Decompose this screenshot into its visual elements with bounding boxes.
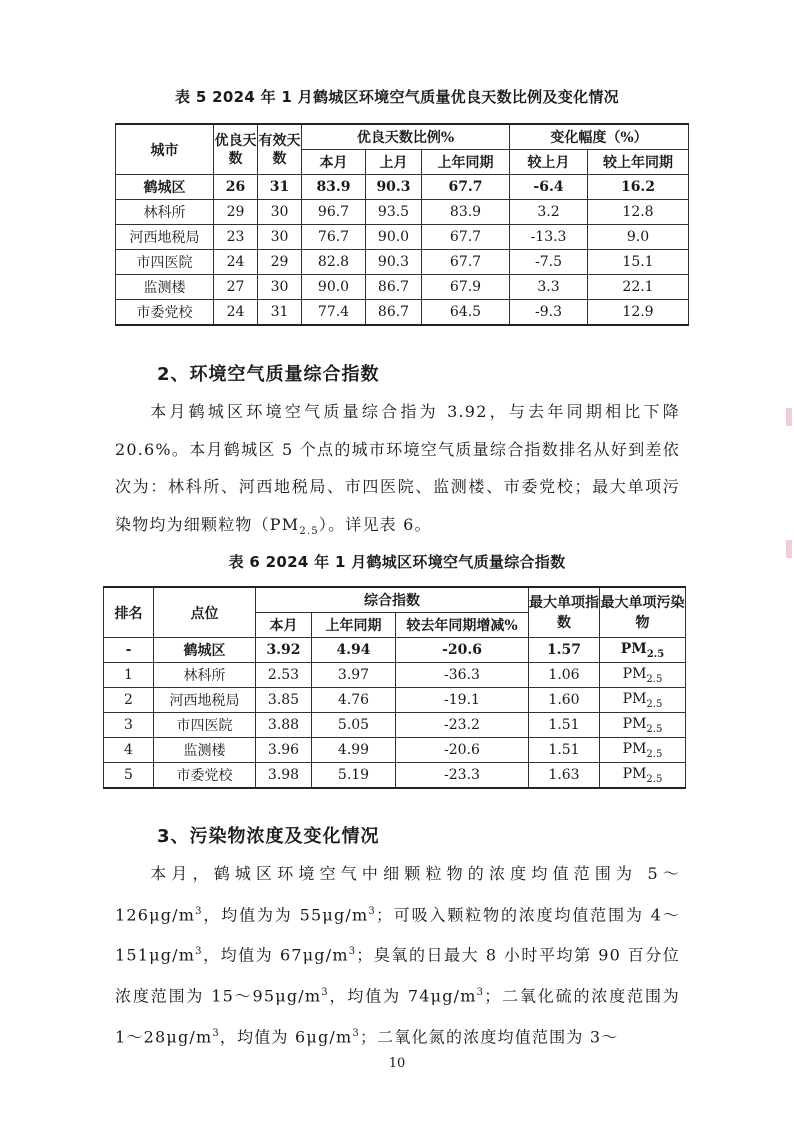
cell-chg: -23.3 bbox=[396, 763, 529, 789]
table-row bbox=[104, 663, 686, 688]
cell-d-prev: -7.5 bbox=[510, 250, 588, 275]
cell-cur: 3.88 bbox=[256, 713, 312, 738]
cell-d-prev: -13.3 bbox=[510, 225, 588, 250]
cell-site: 河西地税局 bbox=[154, 688, 256, 713]
table-row bbox=[104, 763, 686, 789]
cell-yoy: 67.7 bbox=[422, 250, 510, 275]
cell-max: 1.06 bbox=[529, 663, 600, 688]
cell-yoy: 67.7 bbox=[422, 175, 510, 200]
table-row bbox=[104, 713, 686, 738]
header-vs-last-month: 较上月 bbox=[510, 150, 588, 175]
cell-city: 市委党校 bbox=[116, 300, 214, 326]
cell-pollutant: $PM_{2.5}$ bbox=[600, 688, 686, 713]
cell-prev: 90.3 bbox=[366, 175, 422, 200]
cell-d-yoy: 12.8 bbox=[588, 200, 689, 225]
cell-max: 1.63 bbox=[529, 763, 600, 789]
header-max-pollutant: 最大单项污染物 bbox=[600, 587, 686, 638]
cell-max: 1.60 bbox=[529, 688, 600, 713]
cell-prev: 86.7 bbox=[366, 300, 422, 326]
cell-pollutant: $PM_{2.5}$ bbox=[600, 738, 686, 763]
cell-cur: 82.8 bbox=[302, 250, 366, 275]
pm25-subscript: 2.5 bbox=[299, 525, 319, 537]
cell-valid: 31 bbox=[258, 175, 302, 200]
cell-good: 29 bbox=[214, 200, 258, 225]
cell-chg: -36.3 bbox=[396, 663, 529, 688]
header-vs-last-year: 较上年同期 bbox=[588, 150, 689, 175]
table5-caption: 表 5 2024 年 1 月鹤城区环境空气质量优良天数比例及变化情况 bbox=[175, 88, 619, 106]
table-row bbox=[104, 688, 686, 713]
cell-rank: 1 bbox=[104, 663, 154, 688]
cell-site: 鹤城区 bbox=[154, 638, 256, 663]
cell-pollutant: $PM_{2.5}$ bbox=[600, 638, 686, 663]
cell-d-prev: -9.3 bbox=[510, 300, 588, 326]
cell-prev: 86.7 bbox=[366, 275, 422, 300]
section2-text-end: ）。详见表 6。 bbox=[318, 514, 432, 534]
cell-yoy: 3.97 bbox=[312, 663, 396, 688]
header-ratio-group: 优良天数比例% bbox=[302, 124, 510, 150]
section3-paragraph: 本月，鹤城区环境空气中细颗粒物的浓度均值范围为 $5\sim 126\mu g/m^3$，均值为为 $55\mu g/m^3$；可吸入颗粒物的浓度均值范围为 $4\sim 151\mu g/m^3$，均值为 $67\mu g/m^3$；臭氧的日最大 8 小时平均第 90 百分位浓度范围为 $15\sim 95\mu g/m^3$，均值为 $74\mu g/m^3$；二氧化硫的浓度范围为 $1\sim 28\mu g/m^3$，均值为 $6\mu g/m^3$；二氧化氮的浓度均值范围为 3～ bbox=[115, 864, 681, 1047]
table6-caption: 表 6 2024 年 1 月鹤城区环境空气质量综合指数 bbox=[228, 553, 566, 571]
header-this-month: 本月 bbox=[256, 613, 312, 638]
header-max-index: 最大单项指数 bbox=[529, 587, 600, 638]
cell-d-prev: 3.2 bbox=[510, 200, 588, 225]
cell-yoy: 4.94 bbox=[312, 638, 396, 663]
cell-d-yoy: 22.1 bbox=[588, 275, 689, 300]
cell-yoy: 67.7 bbox=[422, 225, 510, 250]
header-rank: 排名 bbox=[104, 587, 154, 638]
cell-good: 24 bbox=[214, 250, 258, 275]
table-row bbox=[116, 250, 689, 275]
cell-rank: - bbox=[104, 638, 154, 663]
cell-city: 河西地税局 bbox=[116, 225, 214, 250]
cell-city: 林科所 bbox=[116, 200, 214, 225]
cell-yoy: 4.99 bbox=[312, 738, 396, 763]
table-row bbox=[116, 200, 689, 225]
cell-cur: 3.98 bbox=[256, 763, 312, 789]
cell-yoy: 83.9 bbox=[422, 200, 510, 225]
cell-cur: 3.85 bbox=[256, 688, 312, 713]
cell-city: 鹤城区 bbox=[116, 175, 214, 200]
cell-d-prev: -6.4 bbox=[510, 175, 588, 200]
cell-good: 23 bbox=[214, 225, 258, 250]
cell-prev: 93.5 bbox=[366, 200, 422, 225]
header-site: 点位 bbox=[154, 587, 256, 638]
binding-mark bbox=[786, 408, 792, 426]
cell-site: 林科所 bbox=[154, 663, 256, 688]
cell-good: 24 bbox=[214, 300, 258, 326]
cell-pollutant: $PM_{2.5}$ bbox=[600, 663, 686, 688]
cell-pollutant: $PM_{2.5}$ bbox=[600, 763, 686, 789]
cell-prev: 90.0 bbox=[366, 225, 422, 250]
cell-good: 26 bbox=[214, 175, 258, 200]
section2-heading: 2、环境空气质量综合指数 bbox=[157, 364, 380, 385]
cell-cur: 3.92 bbox=[256, 638, 312, 663]
cell-city: 监测楼 bbox=[116, 275, 214, 300]
header-last-month: 上月 bbox=[366, 150, 422, 175]
binding-mark bbox=[786, 540, 792, 558]
page-number: 10 bbox=[388, 1056, 406, 1071]
cell-d-yoy: 12.9 bbox=[588, 300, 689, 326]
cell-cur: 2.53 bbox=[256, 663, 312, 688]
cell-d-yoy: 16.2 bbox=[588, 175, 689, 200]
section2-text: 本月鹤城区环境空气质量综合指为 3.92，与去年同期相比下降 20.6%。本月鹤城区 5 个点的城市环境空气质量综合指数排名从好到差依次为：林科所、河西地税局、市四医院、监测楼、市委党校；最大单项污染物均为细颗粒物（PM bbox=[115, 402, 680, 534]
cell-site: 市四医院 bbox=[154, 713, 256, 738]
cell-d-prev: 3.3 bbox=[510, 275, 588, 300]
table-row bbox=[116, 275, 689, 300]
cell-city: 市四医院 bbox=[116, 250, 214, 275]
header-valid-days: 有效天数 bbox=[258, 124, 302, 175]
section2-paragraph bbox=[115, 393, 680, 550]
cell-rank: 2 bbox=[104, 688, 154, 713]
cell-site: 市委党校 bbox=[154, 763, 256, 789]
header-change-group: 变化幅度（%） bbox=[510, 124, 689, 150]
cell-cur: 83.9 bbox=[302, 175, 366, 200]
cell-valid: 31 bbox=[258, 300, 302, 326]
cell-yoy: 64.5 bbox=[422, 300, 510, 326]
cell-valid: 30 bbox=[258, 275, 302, 300]
cell-cur: 96.7 bbox=[302, 200, 366, 225]
cell-chg: -20.6 bbox=[396, 638, 529, 663]
cell-d-yoy: 15.1 bbox=[588, 250, 689, 275]
cell-d-yoy: 9.0 bbox=[588, 225, 689, 250]
cell-yoy: 5.19 bbox=[312, 763, 396, 789]
cell-good: 27 bbox=[214, 275, 258, 300]
header-change: 较去年同期增减% bbox=[396, 613, 529, 638]
cell-cur: 77.4 bbox=[302, 300, 366, 326]
cell-chg: -20.6 bbox=[396, 738, 529, 763]
cell-chg: -23.2 bbox=[396, 713, 529, 738]
cell-chg: -19.1 bbox=[396, 688, 529, 713]
cell-rank: 3 bbox=[104, 713, 154, 738]
cell-valid: 30 bbox=[258, 200, 302, 225]
header-index-group: 综合指数 bbox=[256, 587, 529, 613]
table-row bbox=[116, 225, 689, 250]
header-this-month: 本月 bbox=[302, 150, 366, 175]
table-row bbox=[116, 175, 689, 200]
header-last-year: 上年同期 bbox=[422, 150, 510, 175]
cell-valid: 30 bbox=[258, 225, 302, 250]
table6-composite-index bbox=[103, 586, 686, 789]
table-row bbox=[116, 300, 689, 326]
cell-max: 1.51 bbox=[529, 738, 600, 763]
cell-site: 监测楼 bbox=[154, 738, 256, 763]
cell-valid: 29 bbox=[258, 250, 302, 275]
header-last-year: 上年同期 bbox=[312, 613, 396, 638]
header-city: 城市 bbox=[116, 124, 214, 175]
cell-cur: 3.96 bbox=[256, 738, 312, 763]
cell-cur: 76.7 bbox=[302, 225, 366, 250]
table-row bbox=[104, 738, 686, 763]
cell-prev: 90.3 bbox=[366, 250, 422, 275]
cell-pollutant: $PM_{2.5}$ bbox=[600, 713, 686, 738]
cell-cur: 90.0 bbox=[302, 275, 366, 300]
cell-max: 1.57 bbox=[529, 638, 600, 663]
cell-yoy: 4.76 bbox=[312, 688, 396, 713]
cell-rank: 4 bbox=[104, 738, 154, 763]
cell-rank: 5 bbox=[104, 763, 154, 789]
section3-heading: 3、污染物浓度及变化情况 bbox=[157, 826, 380, 847]
header-good-days: 优良天数 bbox=[214, 124, 258, 175]
cell-max: 1.51 bbox=[529, 713, 600, 738]
cell-yoy: 67.9 bbox=[422, 275, 510, 300]
table5-good-days bbox=[115, 123, 689, 326]
table-row bbox=[104, 638, 686, 663]
cell-yoy: 5.05 bbox=[312, 713, 396, 738]
